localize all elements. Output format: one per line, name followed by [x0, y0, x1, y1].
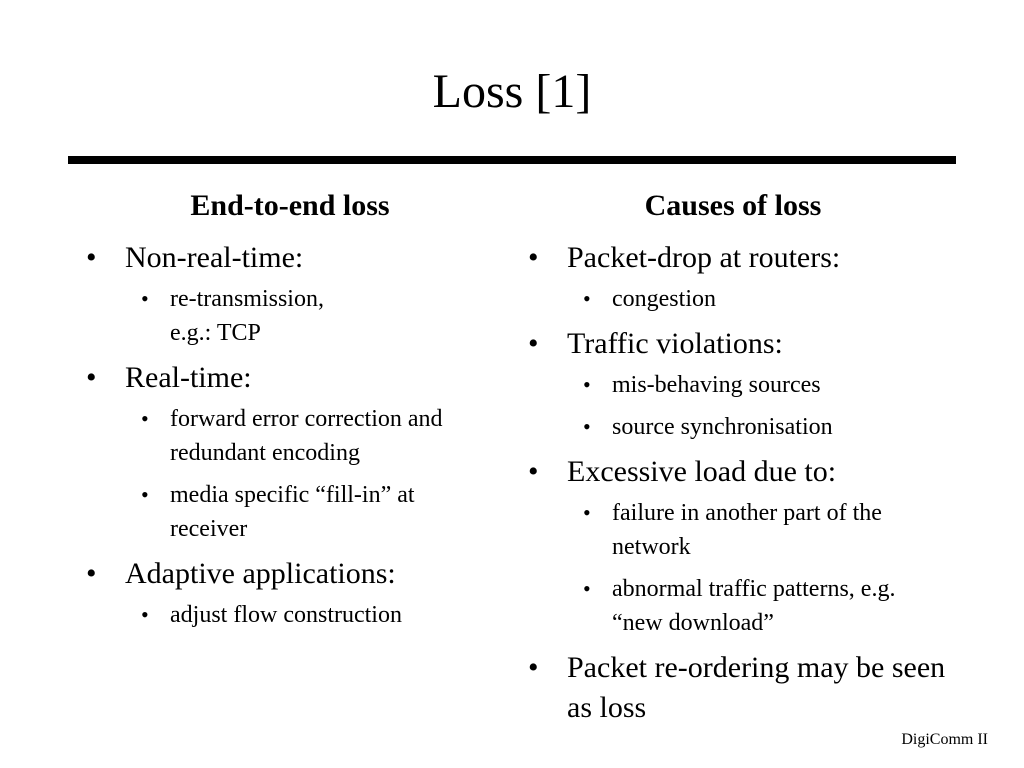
bullet-item: [80, 358, 500, 546]
sub-bullet-item: [125, 598, 500, 632]
bullet-label: Real-time:: [125, 361, 252, 394]
bullet-label: Traffic violations:: [567, 327, 783, 360]
sub-bullet-label: • mis-behaving sources: [612, 372, 821, 398]
sub-bullet-label: • re-transmission, e.g.: TCP: [170, 286, 324, 346]
footer-label: DigiComm II: [901, 731, 988, 748]
bullet-label: Excessive load due to:: [567, 455, 837, 488]
bullet-label: Adaptive applications:: [125, 557, 396, 590]
sub-bullet-item: [125, 478, 470, 546]
sub-bullet-label: • adjust flow construction: [170, 602, 402, 628]
right-bullet-list: [522, 238, 952, 728]
sub-bullet-label: • source synchronisation: [612, 414, 833, 440]
sub-bullet-label: • abnormal traffic patterns, e.g. “new download”: [612, 576, 896, 636]
left-column: [80, 186, 500, 640]
sub-bullet-item: [125, 402, 500, 470]
right-column-heading: Causes of loss: [644, 189, 822, 222]
bullet-label: Packet-drop at routers:: [567, 241, 841, 274]
sub-bullet-label: • media specific “fill-in” at receiver: [170, 482, 415, 542]
left-column-heading: End-to-end loss: [190, 189, 390, 222]
bullet-label: Packet re-ordering may be seen as loss: [567, 651, 946, 724]
slide-title: Loss [1]: [432, 65, 592, 118]
sub-bullet-label: • congestion: [612, 286, 716, 312]
sub-bullet-list: [125, 282, 500, 350]
sub-bullet-list: [567, 282, 952, 316]
sub-bullet-list: [125, 402, 500, 546]
sub-bullet-list: [125, 598, 500, 632]
bullet-item: [522, 238, 952, 316]
sub-bullet-item: [567, 572, 912, 640]
bullet-item: [522, 648, 947, 728]
bullet-item: [80, 554, 500, 632]
title-divider: [68, 156, 956, 164]
sub-bullet-label: • forward error correction and redundant encoding: [170, 406, 443, 466]
sub-bullet-item: [567, 368, 952, 402]
right-column: [522, 186, 952, 735]
left-bullet-list: [80, 238, 500, 632]
bullet-item: [522, 324, 952, 444]
sub-bullet-label: • failure in another part of the network: [612, 500, 882, 560]
sub-bullet-item: [567, 410, 952, 444]
sub-bullet-item: [567, 496, 942, 564]
bullet-item: [522, 452, 952, 640]
bullet-item: [80, 238, 500, 350]
sub-bullet-item: [567, 282, 952, 316]
sub-bullet-item: [125, 282, 370, 350]
sub-bullet-list: [567, 368, 952, 444]
bullet-label: Non-real-time:: [125, 241, 304, 274]
sub-bullet-list: [567, 496, 952, 640]
